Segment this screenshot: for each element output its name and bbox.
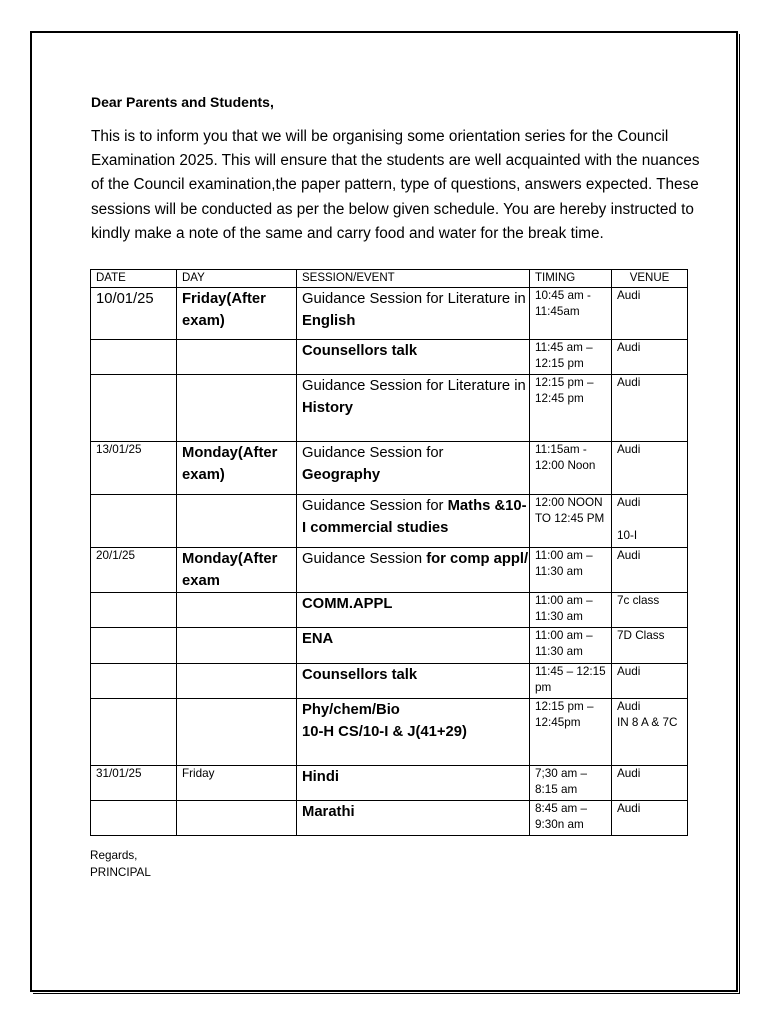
session-subject: Counsellors talk — [302, 667, 418, 683]
signatory: PRINCIPAL — [90, 866, 151, 879]
venue-cell: Audi — [612, 288, 688, 340]
timing-cell: 11:00 am – 11:30 am — [530, 548, 612, 593]
session-cell — [297, 495, 530, 548]
header-row — [91, 270, 688, 288]
venue-cell: Audi — [612, 375, 688, 442]
timing-cell: 12:00 NOON TO 12:45 PM — [530, 495, 612, 548]
timing-cell: 11:00 am – 11:30 am — [530, 593, 612, 628]
session-cell — [297, 288, 530, 340]
header-timing: TIMING — [530, 270, 612, 288]
date-cell — [91, 801, 177, 836]
venue-cell: 7D Class — [612, 628, 688, 664]
venue-cell: Audi — [612, 801, 688, 836]
day-cell — [177, 801, 297, 836]
date-cell — [91, 628, 177, 664]
venue-cell — [612, 699, 688, 766]
date-cell — [91, 340, 177, 375]
header-day: DAY — [177, 270, 297, 288]
session-cell — [297, 664, 530, 699]
day-cell — [177, 495, 297, 548]
venue-text: Audi — [617, 496, 641, 509]
session-subject: English — [302, 313, 356, 329]
session-text: Guidance Session for Literature in — [302, 291, 526, 307]
intro-paragraph: This is to inform you that we will be organising some orientation series for the Council Examination 2025. This will ensure that the students are well acquainted with the nuances of the Council examination,the paper pattern, type of questions, answers expected. These sessions will be conducted as per the below given schedule. You are hereby instructed to kindly make a note of the same and carry food and water for the break time. — [91, 128, 700, 242]
session-subject: Counsellors talk — [302, 343, 418, 359]
timing-cell: 7;30 am – 8:15 am — [530, 766, 612, 801]
venue-cell: Audi — [612, 442, 688, 495]
venue-cell: Audi — [612, 340, 688, 375]
timing-cell: 11:45 am – 12:15 pm — [530, 340, 612, 375]
table-row — [91, 375, 688, 442]
venue-text: 10-I — [617, 529, 638, 542]
session-text: Guidance Session — [302, 551, 427, 567]
timing-cell: 11:45 – 12:15 pm — [530, 664, 612, 699]
session-cell — [297, 593, 530, 628]
timing-cell: 11:00 am – 11:30 am — [530, 628, 612, 664]
date-cell — [91, 375, 177, 442]
venue-cell: Audi — [612, 766, 688, 801]
session-cell — [297, 375, 530, 442]
date-cell: 10/01/25 — [91, 288, 177, 340]
session-text: Guidance Session for Literature in — [302, 378, 526, 394]
venue-text: Audi — [617, 700, 641, 713]
session-subject: Geography — [302, 467, 381, 483]
session-text: Guidance Session for — [302, 445, 444, 461]
day-cell — [177, 340, 297, 375]
header-session: SESSION/EVENT — [297, 270, 530, 288]
session-subject: COMM.APPL — [302, 596, 393, 612]
day-cell: Monday(After exam — [177, 548, 297, 593]
header-date: DATE — [91, 270, 177, 288]
schedule-table — [90, 269, 688, 836]
session-subject: for comp appl/ — [426, 551, 529, 567]
date-cell — [91, 495, 177, 548]
day-cell: Monday(After exam) — [177, 442, 297, 495]
table-row — [91, 664, 688, 699]
session-subject: Phy/chem/Bio — [302, 702, 400, 718]
session-cell — [297, 442, 530, 495]
timing-cell: 11:15am - 12:00 Noon — [530, 442, 612, 495]
regards-text: Regards, — [90, 849, 138, 862]
day-cell — [177, 593, 297, 628]
date-cell: 31/01/25 — [91, 766, 177, 801]
day-cell: Friday(After exam) — [177, 288, 297, 340]
date-cell: 20/1/25 — [91, 548, 177, 593]
date-cell — [91, 699, 177, 766]
session-text: Guidance Session for — [302, 498, 448, 514]
timing-cell: 12:15 pm – 12:45pm — [530, 699, 612, 766]
table-row — [91, 442, 688, 495]
table-row — [91, 593, 688, 628]
session-cell — [297, 766, 530, 801]
closing — [90, 847, 151, 881]
session-subject: Marathi — [302, 804, 355, 820]
session-cell — [297, 548, 530, 593]
salutation: Dear Parents and Students, — [91, 94, 274, 110]
date-cell: 13/01/25 — [91, 442, 177, 495]
table-row — [91, 495, 688, 548]
table-row — [91, 628, 688, 664]
table-row — [91, 699, 688, 766]
table-row — [91, 548, 688, 593]
venue-text: IN 8 A & 7C — [617, 716, 678, 729]
day-cell — [177, 375, 297, 442]
venue-cell — [612, 495, 688, 548]
session-subject: ENA — [302, 631, 334, 647]
date-cell — [91, 593, 177, 628]
venue-cell: Audi — [612, 548, 688, 593]
session-cell — [297, 628, 530, 664]
table-row — [91, 288, 688, 340]
day-cell — [177, 664, 297, 699]
table-row — [91, 801, 688, 836]
day-cell — [177, 699, 297, 766]
date-cell — [91, 664, 177, 699]
venue-cell: 7c class — [612, 593, 688, 628]
timing-cell: 12:15 pm – 12:45 pm — [530, 375, 612, 442]
header-venue: VENUE — [612, 270, 688, 288]
session-subject: Maths &10-I commercial studies — [302, 498, 527, 536]
session-cell — [297, 340, 530, 375]
day-cell: Friday — [177, 766, 297, 801]
day-cell — [177, 628, 297, 664]
session-cell — [297, 699, 530, 766]
timing-cell: 10:45 am - 11:45am — [530, 288, 612, 340]
session-subject: Hindi — [302, 769, 339, 785]
session-subject: History — [302, 400, 353, 416]
table-row — [91, 766, 688, 801]
session-cell — [297, 801, 530, 836]
venue-cell: Audi — [612, 664, 688, 699]
session-subject: 10-H CS/10-I & J(41+29) — [302, 724, 467, 740]
table-row — [91, 340, 688, 375]
timing-cell: 8:45 am – 9:30n am — [530, 801, 612, 836]
